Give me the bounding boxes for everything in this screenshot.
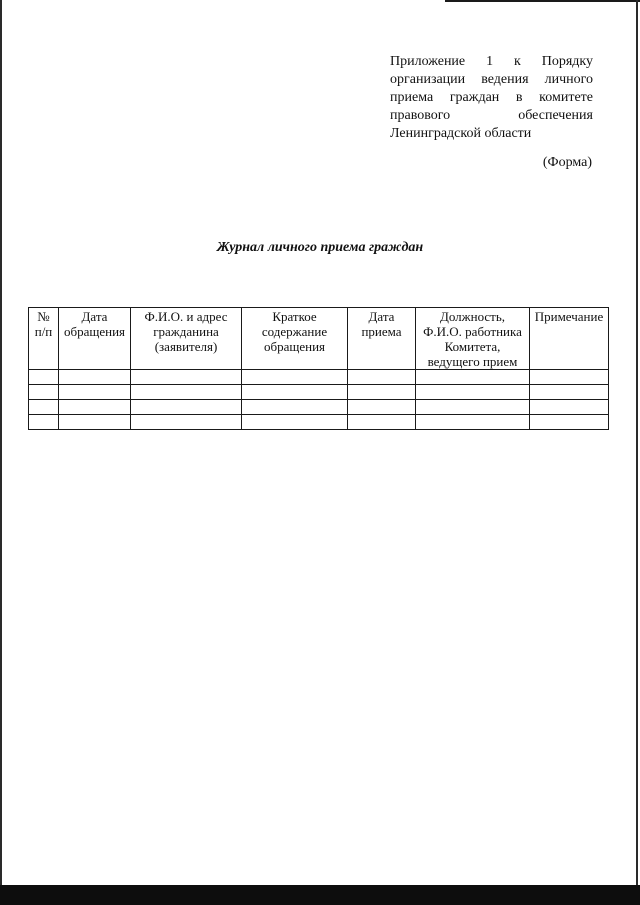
table-cell [416,370,530,385]
header-line: п/п [34,324,53,339]
header-line: ведущего прием [427,354,518,369]
scan-edge-top [445,0,640,2]
column-header-request-date [59,308,131,370]
table-cell [131,385,242,400]
column-header-number [29,308,59,370]
column-header-summary [242,308,348,370]
scan-edge-right [636,0,638,905]
appendix-word: граждан [449,90,500,105]
table-cell [59,415,131,430]
appendix-note [390,53,593,143]
header-line: Должность, [439,309,506,324]
header-line: Ф.И.О. и адрес [144,309,228,324]
header-line: гражданина [153,324,219,339]
appendix-word: в [515,90,523,105]
header-line: Дата [368,309,395,324]
appendix-word: приема [390,90,434,105]
scan-edge-bottom [0,885,640,905]
table-cell [242,370,348,385]
table-cell [29,400,59,415]
header-line: Краткое [272,309,317,324]
header-line: № [37,309,50,324]
appendix-word: Приложение [390,54,466,69]
table-cell [348,370,416,385]
document-title: Журнал личного приема граждан [216,240,424,255]
column-header-reception-date [348,308,416,370]
table-cell [530,415,609,430]
header-line: обращения [63,324,126,339]
table-cell [59,370,131,385]
table-row [29,415,609,430]
appendix-line [390,71,593,89]
table-cell [242,385,348,400]
table-cell [242,400,348,415]
table-row [29,370,609,385]
appendix-line [390,125,593,143]
appendix-line [390,89,593,107]
table-cell [29,370,59,385]
table-cell [348,385,416,400]
appendix-line [390,107,593,125]
table-cell [59,385,131,400]
table-cell [131,415,242,430]
form-label: (Форма) [542,155,592,170]
header-line: Ф.И.О. работника [423,324,522,339]
table-row [29,385,609,400]
table-cell [416,385,530,400]
appendix-word: 1 [486,54,494,69]
table-cell [530,370,609,385]
header-line: содержание [261,324,328,339]
column-header-note [530,308,609,370]
header-line: Комитета, [444,339,501,354]
header-line: Примечание [534,309,604,324]
column-header-applicant [131,308,242,370]
table-row [29,400,609,415]
table-cell [348,415,416,430]
table-cell [416,415,530,430]
table-cell [29,385,59,400]
appendix-line [390,53,593,71]
appendix-word: комитете [539,90,593,105]
table-cell [416,400,530,415]
table-cell [29,415,59,430]
header-line: обращения [263,339,326,354]
table-cell [242,415,348,430]
appendix-word: организации [390,72,466,87]
journal-table [28,307,609,430]
appendix-word: Порядку [541,54,593,69]
table-cell [131,400,242,415]
column-header-official [416,308,530,370]
appendix-word: к [513,54,521,69]
header-line: приема [361,324,402,339]
table-cell [530,385,609,400]
header-line: Дата [81,309,108,324]
table-cell [131,370,242,385]
table-header-row [29,308,609,370]
appendix-word: личного [544,72,593,87]
scan-edge-left [0,0,2,905]
appendix-word: правового [390,108,451,123]
header-line: (заявителя) [154,339,218,354]
table-cell [348,400,416,415]
table-cell [530,400,609,415]
table-cell [59,400,131,415]
appendix-word: обеспечения [518,108,593,123]
appendix-word: ведения [481,72,529,87]
appendix-word: Ленинградской области [390,126,532,141]
